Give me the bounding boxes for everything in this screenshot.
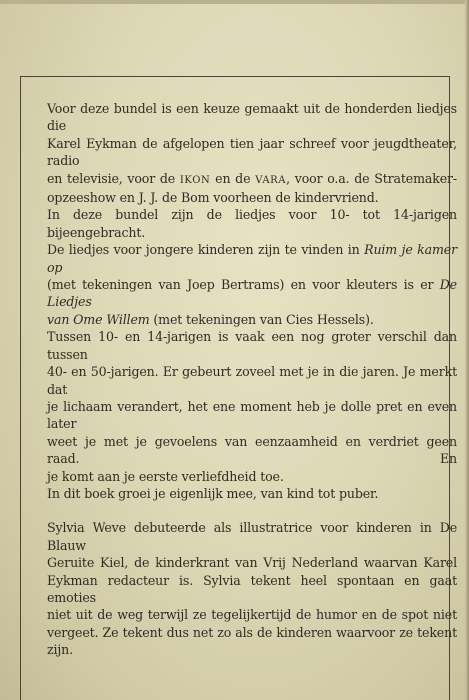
paragraph-bundle-intro	[47, 100, 457, 502]
text-line: opzeeshow en J. J. de Bom voorheen de kindervriend.	[47, 190, 379, 206]
text-line: (met tekeningen van Joep Bertrams) en voor kleuters is er De Liedjes	[47, 277, 457, 310]
text-line: Sylvia Weve debuteerde als illustratrice voor kinderen in De Blauw	[47, 520, 457, 553]
text-line: In dit boek groei je eigenlijk mee, van kind tot puber.	[47, 485, 379, 501]
text-line: De liedjes voor jongere kinderen zijn te vinden in Ruim je kamer op	[47, 242, 457, 275]
text-line: Karel Eykman de afgelopen tien jaar schreef voor jeugdtheater, radio	[47, 135, 457, 169]
broadcaster-ikon: IKON	[179, 174, 211, 186]
text-line: je lichaam verandert, het ene moment heb je dolle pret en even later	[47, 398, 457, 432]
text-line: weet je met je gevoelens van eenzaamheid en verdriet geen raad. En	[47, 433, 457, 467]
text-line: niet uit de weg terwijl ze tegelijkertijd de humor en de spot niet	[47, 607, 457, 623]
text-line: Geruite Kiel, de kinderkrant van Vrij Nederland waarvan Karel	[47, 555, 457, 571]
text-line: In deze bundel zijn de liedjes voor 10- tot 14-jarigen bijeengebracht.	[47, 207, 457, 240]
text-line: zijn.	[47, 642, 73, 658]
text-line: vergeet. Ze tekent dus net zo als de kinderen waarvoor ze tekent	[47, 624, 457, 640]
book-title-ruim-je-kamer-op: Ruim je kamer op	[47, 242, 457, 275]
text-line: van Ome Willem (met tekeningen van Cies Hessels).	[47, 311, 374, 327]
text-line: en televisie, voor de IKON en de VARA, voor o.a. de Stratemaker-	[47, 170, 457, 186]
body-text	[47, 100, 457, 659]
paragraph-illustrator-bio	[47, 519, 457, 658]
book-title-de-liedjes: De Liedjes	[47, 277, 457, 310]
page-right-edge	[465, 0, 469, 700]
page-top-edge	[0, 0, 469, 4]
text-line: Eykman redacteur is. Sylvia tekent heel spontaan en gaat emoties	[47, 572, 457, 605]
broadcaster-vara: VARA	[255, 174, 287, 186]
text-line: Voor deze bundel is een keuze gemaakt uit de honderden liedjes die	[47, 101, 457, 134]
text-line: 40- en 50-jarigen. Er gebeurt zoveel met je in die jaren. Je merkt dat	[47, 364, 457, 397]
book-title-van-ome-willem: van Ome Willem	[47, 311, 150, 327]
paragraph-gap	[47, 502, 457, 519]
text-line: je komt aan je eerste verliefdheid toe.	[47, 468, 284, 484]
text-line: Tussen 10- en 14-jarigen is vaak een nog groter verschil dan tussen	[47, 329, 457, 362]
